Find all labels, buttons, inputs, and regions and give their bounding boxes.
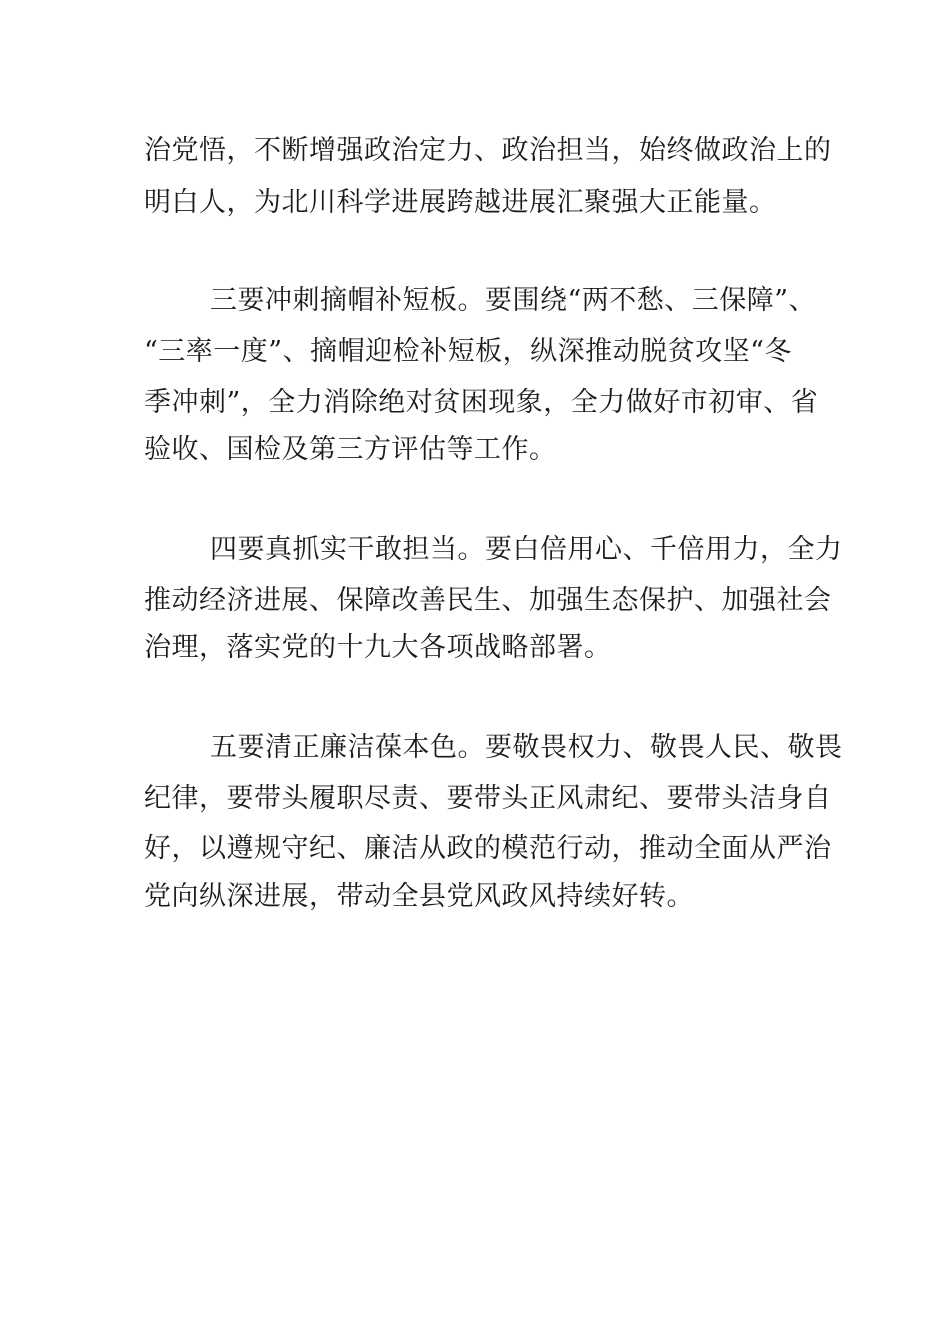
text-line: 推动经济进展、保障改善民生、加强生态保护、加强社会 <box>144 585 832 616</box>
text-line: 治理，落实党的十九大各项战略部署。 <box>144 632 612 663</box>
text-line: 三要冲刺摘帽补短板。要围绕“两不愁、三保障”、 <box>210 285 817 316</box>
text-line: 季冲刺”，全力消除绝对贫困现象，全力做好市初审、省 <box>144 387 819 418</box>
text-line: 五要清正廉洁葆本色。要敬畏权力、敬畏人民、敬畏 <box>210 732 843 763</box>
text-line: 纪律，要带头履职尽责、要带头正风肃纪、要带头洁身自 <box>144 783 832 814</box>
text-line: 四要真抓实干敢担当。要白倍用心、千倍用力，全力 <box>210 534 843 565</box>
text-line: “三率一度”、摘帽迎检补短板，纵深推动脱贫攻坚“冬 <box>144 336 792 367</box>
text-line: 好，以遵规守纪、廉洁从政的模范行动，推动全面从严治 <box>144 833 832 864</box>
text-line: 明白人，为北川科学进展跨越进展汇聚强大正能量。 <box>144 187 777 218</box>
text-line: 治党悟，不断增强政治定力、政治担当，始终做政治上的 <box>144 135 832 166</box>
text-line: 党向纵深进展，带动全县党风政风持续好转。 <box>144 881 694 912</box>
text-line: 验收、国检及第三方评估等工作。 <box>144 434 557 465</box>
